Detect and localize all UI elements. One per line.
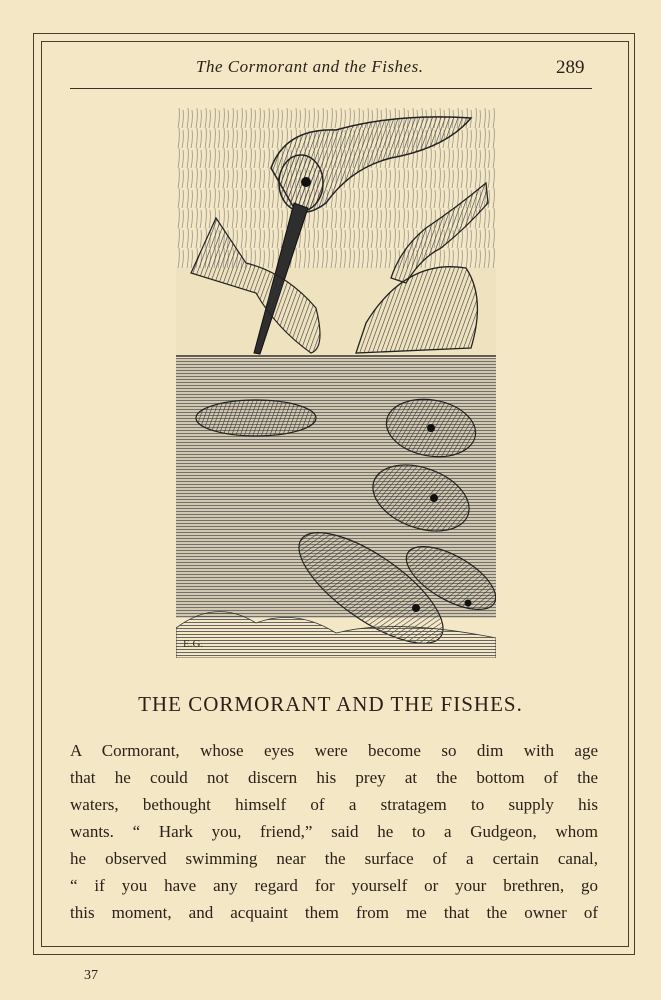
cormorant-eye xyxy=(301,177,311,187)
text-line-2: that he could not discern his prey at the bottom of the xyxy=(70,768,598,787)
printer-signature: 37 xyxy=(84,968,98,983)
engraver-mark: E.G. xyxy=(183,638,204,650)
page-number: 289 xyxy=(556,57,585,78)
running-title: The Cormorant and the Fishes. xyxy=(196,57,424,76)
cormorant-head xyxy=(279,155,323,211)
story-title: THE CORMORANT AND THE FISHES. xyxy=(138,692,523,716)
text-line-3: waters, bethought himself of a stratagem to supply his xyxy=(70,795,598,814)
fish-left xyxy=(196,400,316,436)
text-line-6: “ if you have any regard for yourself or your brethren, go xyxy=(70,876,598,895)
story-body xyxy=(70,737,598,926)
text-line-7: this moment, and acquaint them from me that the owner of xyxy=(70,903,598,922)
cormorant-illustration xyxy=(176,108,496,658)
text-line-5: he observed swimming near the surface of a certain canal, xyxy=(70,849,598,868)
riverbed xyxy=(176,612,496,658)
header-rule xyxy=(70,88,592,89)
text-line-1: A Cormorant, whose eyes were become so dim with age xyxy=(70,741,598,760)
text-line-4: wants. “ Hark you, friend,” said he to a Gudgeon, whom xyxy=(70,822,598,841)
